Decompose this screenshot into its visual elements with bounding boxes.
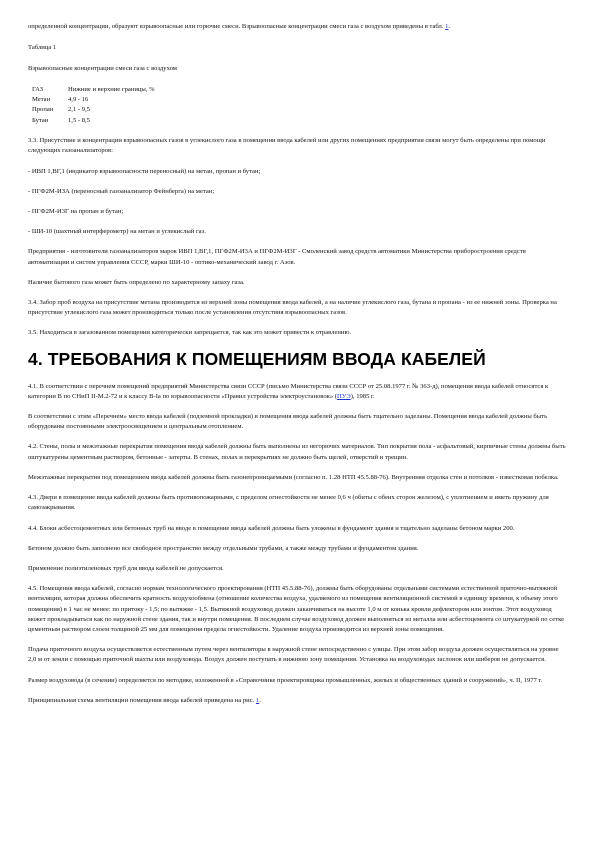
paragraph-3-4: 3.4. Забор проб воздуха на присутствие метана производится из верхней зоны помещения ввода кабелей, а на наличие углекислого газа, бутана и пропана - из ее нижней зоны. Проверка на присутствие углекислого газа может производиться только после установления отсутствия взрывоопасных газов. xyxy=(28,299,557,317)
table-link[interactable]: 1 xyxy=(445,23,449,30)
table-row xyxy=(32,116,159,126)
pue-link[interactable]: ПУЭ xyxy=(337,392,351,400)
table-number: Таблица 1 xyxy=(28,44,57,52)
table-row xyxy=(32,95,159,105)
list-item-pgf-iza: - ПГФ2М-ИЗА (переносный газоанализатор Фейнберга) на метан; xyxy=(28,187,215,195)
table-cell-limits: 4,9 - 16 xyxy=(68,96,89,104)
paragraph-ventilation-scheme xyxy=(28,696,568,706)
paragraph-4-2: 4.2. Стены, полы и межэтажные перекрытия помещения ввода кабелей должны быть выполнены из негорючих материалов. Тип покрытия пола - асфальтовый, кирпичные стены должны быть оштукатурены цементным раствором, бетонные - затерты. В стенах, полах и перекрытиях не должно быть щелей, отверстий и трещин. xyxy=(28,443,566,461)
paragraph-4-5: 4.5. Помещения ввода кабелей, согласно нормам технологического проектирования (НТП 45.5.88-76), должны быть оборудованы отдельными системами естественной приточно-вытяжной вентиляции, которая должна обеспечить кратность воздухообмена (отношение количества воздуха, удаляемого из помещения вентиляционной системой в единицу времени, к объему этого помещения) в 1 час не менее: по притоку - 1,5; по вытяжке - 1,5. Вытяжной воздуховод должен заканчиваться на высоте 1,0 м от конька кровли дефлектором или зонтом. Этот воздуховод может прокладываться как по наружной стене здания, так и внутри помещения. В последнем случае воздуховод должен выполняться из металла или асбестоцемента со штукатуркой по сетке цементным раствором слоем толщиной 25 мм для помещения предела огнестойкости. Удаление воздуха производится из верхней зоны помещения. xyxy=(28,585,565,633)
paragraph-household-gas: Наличие бытового газа может быть определено по характерному запаху газа. xyxy=(28,278,245,286)
paragraph-polyethylene: Применение полиэтиленовых труб для ввода кабелей не допускается. xyxy=(28,564,224,572)
intro-text: определенной концентрации, образуют взрывоопасные или горючие смеси. Взрывоопасные концентрации смеси газа с воздухом приведены в табл. xyxy=(28,23,446,30)
paragraph-duct-size: Размер воздуховода (в сечении) определяется по методике, изложенной в «Справочнике проектировщика промышленных, жилых и общественных зданий и сооружений», ч. II, 1977 г. xyxy=(28,676,543,684)
paragraph-floors: Межэтажные перекрытия под помещением ввода кабелей должны быть газонепроницаемыми (согласно п. 1.28 НТП 45.5.88-76). Внутренняя отделка стен и потолков - известковая побелка. xyxy=(28,473,559,481)
paragraph-4-1-text: 4.1. В соответствии с перечнем помещений предприятий Министерства связи СССР (письмо Министерства связи СССР от 25.08.1977 г. № 363-д), помещения ввода кабелей относятся к категории В по СНиП II-М.2-72 и к классу В-Ia по взрывоопасности «Правил устройства электроустановок» ( xyxy=(28,382,549,400)
paragraph-4-4: 4.4. Блоки асбестоцементных или бетонных труб на вводе в помещение ввода кабелей должны быть уложены в фундамент здания и тщательно заделаны бетоном марки 200. xyxy=(28,524,515,532)
table-cell-limits: 2,1 - 9,5 xyxy=(68,106,90,114)
table-cell-gas: Пропан xyxy=(32,106,54,114)
paragraph-list-requirements: В соответствии с этим «Перечнем» место ввода кабелей (подземной прокладки) в помещения ввода кабелей должны быть тщательно заделаны. Помещения ввода кабелей должны быть оборудованы постоянными электроосвещением и центральным отоплением. xyxy=(28,413,548,431)
gas-concentration-table xyxy=(32,85,159,127)
section-heading: 4. ТРЕБОВАНИЯ К ПОМЕЩЕНИЯМ ВВОДА КАБЕЛЕЙ xyxy=(28,348,486,369)
table-title: Взрывоопасные концентрации смеси газа с воздухом xyxy=(28,65,177,73)
table-cell-limits: 1,5 - 8,5 xyxy=(68,116,90,124)
paragraph-4-3: 4.3. Двери в помещение ввода кабелей должны быть противопожарными, с пределом огнестойкости не менее 0,6 ч (обиты с обеих сторон железом), с уплотнением и иметь пружину для самозакрывания. xyxy=(28,494,549,512)
paragraph-4-1-tail: ), 1985 г. xyxy=(350,392,375,400)
table-header-limits: Нижние и верхние границы, % xyxy=(68,85,155,93)
table-header-gas: ГАЗ xyxy=(32,85,43,93)
ventilation-text: Принципиальная схема вентиляции помещения ввода кабелей приведена на рис. xyxy=(28,696,256,704)
paragraph-supply-air: Подача приточного воздуха осуществляется естественным путем через вентиляторы в наружной стене непосредственно с улицы. При этом забор воздуха должен осуществляться на уровне 2,0 м от земли с помощью приточной шахты или воздуховода. Воздух должен поступать в нижнюю зону помещения. Установка на воздуховодах заслонок или шиберов не допускается. xyxy=(28,646,559,664)
list-item-shi: - ШИ-10 (шахтный интерферометр) на метан и углекислый газ. xyxy=(28,228,206,236)
paragraph-3-5: 3.5. Находиться в загазованном помещении категорически запрещается, так как это может привести к отравлению. xyxy=(28,329,352,337)
paragraph-manufacturers: Предприятия - изготовители газоанализаторов марок ИВП 1,ВГ,1, ПГФ2М-И3А и ПГФ2М-И3Г - Смоленский завод средств автоматики Министерства приборостроения средств автоматизации и систем управления СССР, марки ШИ-10 - оптико-механический завод г. Азов. xyxy=(28,248,526,266)
table-cell-gas: Метан xyxy=(32,96,51,104)
table-row xyxy=(32,105,159,115)
document-page xyxy=(28,22,568,716)
intro-tail: . xyxy=(448,23,451,30)
figure-link[interactable]: 1 xyxy=(255,696,260,704)
paragraph-4-1 xyxy=(28,382,568,402)
table-header-row xyxy=(32,85,159,95)
list-item-pgf-izg: - ПГФ2М-И3Г на пропан и бутан; xyxy=(28,208,124,216)
paragraph-concrete: Бетоном должно быть заполнено все свободное пространство между отдельными трубами, а также между трубами и фундаментом здания. xyxy=(28,544,419,552)
intro-paragraph xyxy=(28,22,568,32)
ventilation-tail: . xyxy=(259,696,261,704)
list-item-ivp: - ИВП 1,ВГ,1 (индикатор взрывоопасности переносный) на метан, пропан и бутан; xyxy=(28,167,261,175)
paragraph-3-3: 3.3. Присутствие и концентрации взрывоопасных газов в углекислого газа в помещении ввода кабелей или других помещениях предприятия связи могут быть определены при помощи следующих газоанализаторов: xyxy=(28,137,546,155)
table-cell-gas: Бутан xyxy=(32,116,49,124)
